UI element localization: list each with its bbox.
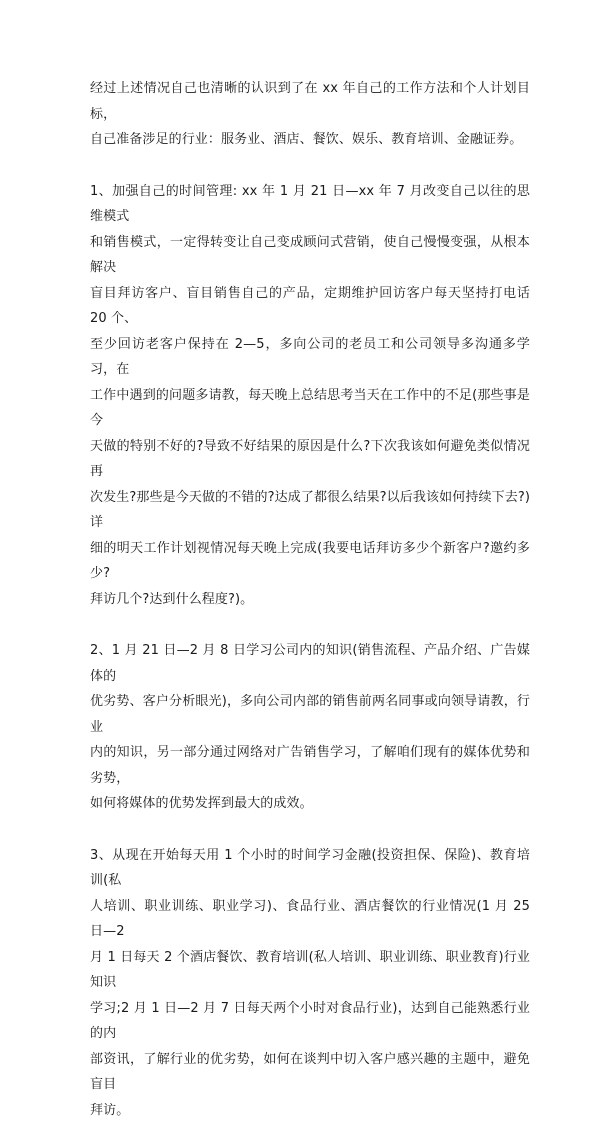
text-line: 细的明天工作计划视情况每天晚上完成(我要电话拜访多少个新客户?邀约多少? bbox=[90, 541, 530, 582]
text-line: 次发生?那些是今天做的不错的?达成了都很么结果?以后我该如何持续下去?)详 bbox=[90, 490, 530, 531]
paragraph-gap bbox=[90, 153, 530, 179]
paragraph-gap bbox=[90, 612, 530, 638]
text-line: 内的知识，另一部分通过网络对广告销售学习，了解咱们现有的媒体优势和劣势， bbox=[90, 745, 530, 786]
text-line: 盲目拜访客户、盲目销售自己的产品，定期维护回访客户每天坚持打电话 20 个、 bbox=[90, 286, 530, 327]
item-2-paragraph bbox=[90, 638, 530, 817]
intro-paragraph bbox=[90, 76, 530, 153]
text-line: 优劣势、客户分析眼光)，多向公司内部的销售前两名同事或向领导请教，行业 bbox=[90, 694, 530, 735]
text-line: 部资讯，了解行业的优劣势，如何在谈判中切入客户感兴趣的主题中，避免盲目 bbox=[90, 1052, 530, 1093]
text-line: 学习;2 月 1 日—2 月 7 日每天两个小时对食品行业)，达到自己能熟悉行业的内 bbox=[90, 1001, 530, 1042]
text-line: 月 1 日每天 2 个酒店餐饮、教育培训(私人培训、职业训练、职业教育)行业知识 bbox=[90, 950, 530, 991]
text-line: 2、1 月 21 日—2 月 8 日学习公司内的知识(销售流程、产品介绍、广告媒体的 bbox=[90, 643, 530, 684]
text-line: 至少回访老客户保持在 2—5，多向公司的老员工和公司领导多沟通多学习，在 bbox=[90, 337, 530, 378]
text-line: 如何将媒体的优势发挥到最大的成效。 bbox=[90, 796, 313, 811]
text-line: 拜访。 bbox=[90, 1103, 129, 1118]
text-line: 经过上述情况自己也清晰的认识到了在 xx 年自己的工作方法和个人计划目标， bbox=[90, 81, 530, 122]
text-line: 拜访几个?达到什么程度?)。 bbox=[90, 592, 253, 607]
text-line: 工作中遇到的问题多请教，每天晚上总结思考当天在工作中的不足(那些事是今 bbox=[90, 388, 530, 429]
item-3-paragraph bbox=[90, 843, 530, 1123]
text-line: 人培训、职业训练、职业学习)、食品行业、酒店餐饮的行业情况(1 月 25 日—2 bbox=[90, 899, 530, 940]
item-1-paragraph bbox=[90, 179, 530, 613]
document-page bbox=[90, 76, 530, 1123]
paragraph-gap bbox=[90, 817, 530, 843]
text-line: 天做的特别不好的?导致不好结果的原因是什么?下次我该如何避免类似情况再 bbox=[90, 439, 530, 480]
text-line: 和销售模式，一定得转变让自己变成顾问式营销，使自己慢慢变强，从根本解决 bbox=[90, 235, 530, 276]
text-line: 自己准备涉足的行业：服务业、酒店、餐饮、娱乐、教育培训、金融证券。 bbox=[90, 132, 522, 147]
text-line: 1、加强自己的时间管理: xx 年 1 月 21 日—xx 年 7 月改变自己以往的思维模式 bbox=[90, 184, 530, 225]
text-line: 3、从现在开始每天用 1 个小时的时间学习金融(投资担保、保险)、教育培训(私 bbox=[90, 848, 530, 889]
